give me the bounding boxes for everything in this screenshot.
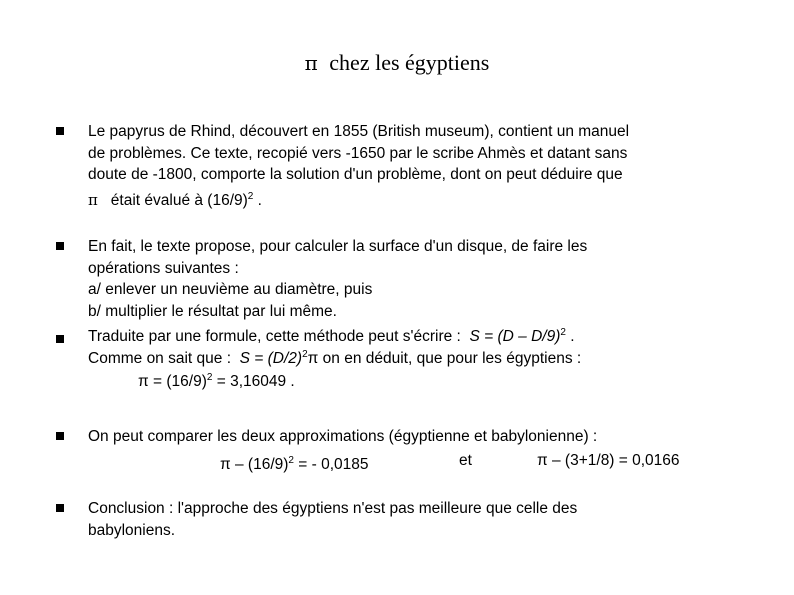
- formula-egyptian-area: S = (D – D/9): [469, 328, 561, 345]
- text-line: Conclusion : l'approche des égyptiens n'est pas meilleure que celle des: [88, 500, 578, 517]
- superscript: 2: [560, 327, 566, 338]
- text-line: doute de -1800, comporte la solution d'un problème, dont on peut déduire que: [88, 166, 623, 183]
- text-line: a/ enlever un neuvième au diamètre, puis: [88, 281, 373, 298]
- superscript: 2: [288, 454, 294, 466]
- superscript: 2: [206, 372, 213, 383]
- paragraph-formula: [88, 322, 748, 389]
- bullet-square: [56, 335, 64, 343]
- text-fragment: on en déduit, que pour les égyptiens :: [318, 349, 582, 367]
- text-line: En fait, le texte propose, pour calculer la surface d'un disque, de faire les: [88, 238, 588, 255]
- pi-symbol: π: [307, 349, 319, 367]
- text-fragment: = - 0,0185: [293, 455, 369, 473]
- page-title: [0, 48, 794, 78]
- bullet-square: [56, 504, 64, 512]
- formula-pi-egyptian: π = (16/9): [138, 373, 207, 390]
- bullet-square: [56, 242, 64, 250]
- text-fragment: = 3,16049 .: [212, 373, 295, 390]
- text-fragment: Traduite par une formule, cette méthode peut s'écrire :: [88, 328, 466, 345]
- paragraph-conclusion: [88, 498, 748, 541]
- text-line: [88, 367, 748, 389]
- text-line: de problèmes. Ce texte, recopié vers -1650 par le scribe Ahmès et datant sans: [88, 144, 628, 162]
- title-pi-symbol: π: [304, 51, 318, 75]
- title-text: chez les égyptiens: [329, 50, 490, 75]
- text-line: [88, 186, 748, 208]
- text-line: On peut comparer les deux approximations (égyptienne et babylonienne) :: [88, 428, 598, 445]
- formula-disk-area: S = (D/2): [239, 349, 303, 367]
- paragraph-papyrus: [88, 121, 748, 207]
- comparison-babylonian: π – (3+1/8) = 0,0166: [537, 451, 680, 469]
- paragraph-operations: [88, 236, 748, 322]
- text-fragment: Comme on sait que :: [88, 349, 236, 367]
- text-line: opérations suivantes :: [88, 259, 239, 277]
- text-fragment: .: [565, 328, 575, 345]
- pi-symbol: π: [88, 190, 98, 209]
- comparison-et: et: [459, 451, 472, 469]
- text-line: [88, 322, 748, 344]
- text-line: babyloniens.: [88, 521, 176, 539]
- text-line: Le papyrus de Rhind, découvert en 1855 (British museum), contient un manuel: [88, 123, 630, 140]
- comparison-egyptian: [220, 450, 369, 476]
- text-line: [88, 344, 748, 366]
- text-line: [88, 450, 748, 472]
- text-fragment: .: [253, 191, 262, 209]
- superscript: 2: [302, 348, 308, 360]
- bullet-square: [56, 127, 64, 135]
- superscript: 2: [247, 190, 254, 202]
- text-fragment: était évalué à (16/9): [110, 191, 248, 209]
- text-fragment: π – (16/9): [220, 455, 289, 473]
- bullet-square: [56, 432, 64, 440]
- text-line: b/ multiplier le résultat par lui même.: [88, 302, 337, 320]
- paragraph-comparison: [88, 426, 748, 471]
